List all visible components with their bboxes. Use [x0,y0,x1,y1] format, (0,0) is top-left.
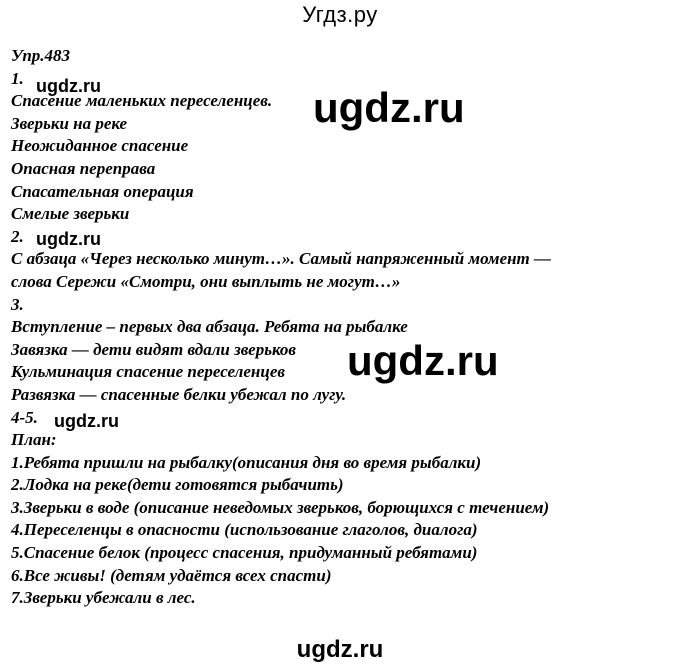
composition-part: Развязка — спасенные белки убежал по лугу. [11,384,347,404]
watermark-large: ugdz.ru [347,337,499,384]
title-option: Спасение маленьких переселенцев. [11,91,273,111]
watermark-small: ugdz.ru [36,76,101,96]
title-option: Спасательная операция [11,181,194,201]
section-number-1: 1. [11,68,24,88]
title-option: Неожиданное спасение [11,136,189,156]
plan-item: 7.Зверьки убежали в лес. [11,588,196,608]
section-number-2: 2. [11,226,24,246]
plan-item: 1.Ребята пришли на рыбалку(описания дня во время рыбалки) [11,452,482,472]
title-option: Зверьки на реке [11,113,128,133]
composition-part: Вступление – первых два абзаца. Ребята на рыбалке [11,317,408,337]
plan-item: 3.Зверьки в воде (описание неведомых зверьков, борющихся с течением) [11,497,550,517]
plan-item: 4.Переселенцы в опасности (использование глаголов, диалога) [11,520,478,540]
composition-part: Завязка — дети видят вдали зверьков [11,339,297,359]
plan-item: 5.Спасение белок (процесс спасения, придуманный ребятами) [11,543,478,563]
watermark-small: ugdz.ru [36,229,101,249]
title-option: Смелые зверьки [11,204,130,224]
plan-item: 2.Лодка на реке(дети готовятся рыбачить) [11,475,344,495]
watermark-large: ugdz.ru [313,84,465,131]
site-header: Угдз.ру [302,2,378,27]
title-option: Опасная переправа [11,158,156,178]
exercise-number: Упр.483 [11,46,71,65]
plan-item: 6.Все живы! (детям удаётся всех спасти) [11,565,332,585]
answer-text: С абзаца «Через несколько минут…». Самый напряженный момент — [11,249,552,269]
watermark-small: ugdz.ru [54,411,119,431]
answer-text: слова Сережи «Смотри, они выплыть не могут…» [11,271,401,291]
section-number-3: 3. [11,294,24,314]
site-footer: ugdz.ru [296,636,384,663]
composition-part: Кульминация спасение переселенцев [11,362,285,382]
section-number-4-5: 4-5. [11,407,38,427]
plan-heading: План: [11,430,57,450]
